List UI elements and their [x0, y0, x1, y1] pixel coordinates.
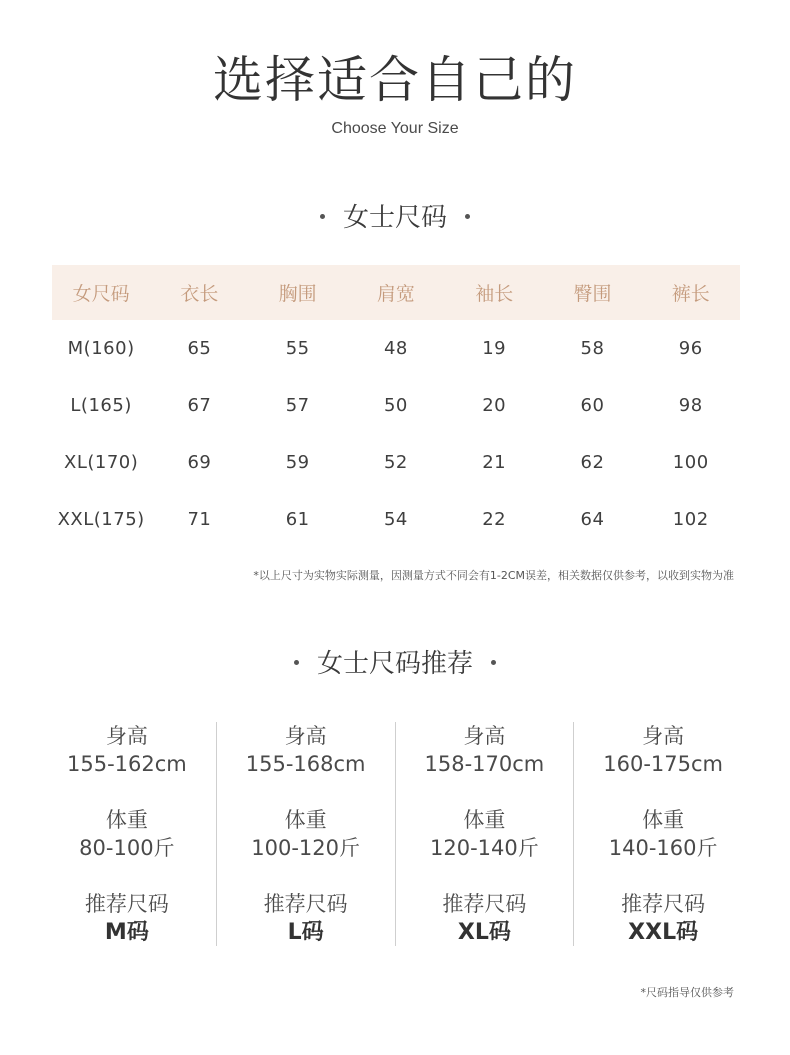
table-header-row	[52, 265, 740, 320]
table-cell: 102	[672, 509, 709, 530]
table-cell: L(165)	[70, 395, 132, 416]
size-section-title-text: 女士尺码	[342, 203, 447, 233]
measurement-note: *以上尺寸为实物实际测量，因测量方式不同会有1-2CM误差，相关数据仅供参考，以收到实物为准	[253, 569, 734, 582]
height-label: 身高	[463, 724, 506, 748]
recommend-section-title-text: 女士尺码推荐	[316, 649, 473, 679]
column-header: 女尺码	[72, 283, 130, 305]
table-row	[52, 320, 740, 377]
table-cell: 54	[383, 509, 408, 530]
table-cell: 58	[580, 338, 605, 359]
recommend-card	[38, 722, 216, 946]
table-cell: M(160)	[67, 338, 135, 359]
table-cell: 50	[383, 395, 408, 416]
column-header: 袖长	[475, 283, 514, 305]
table-cell: 69	[187, 452, 212, 473]
weight-value: 140-160斤	[608, 836, 718, 860]
recommend-size-value: XXL码	[628, 920, 699, 945]
weight-value: 100-120斤	[251, 836, 360, 860]
recommend-section-title	[0, 646, 790, 682]
table-cell: 20	[482, 395, 507, 416]
bullet-dot-icon	[320, 214, 325, 219]
recommend-size-label: 推荐尺码	[263, 892, 348, 916]
weight-label: 体重	[284, 808, 327, 832]
height-label: 身高	[642, 724, 685, 748]
weight-value: 120-140斤	[430, 836, 539, 860]
table-cell: 57	[285, 395, 310, 416]
weight-label: 体重	[463, 808, 506, 832]
column-header: 裤长	[671, 283, 710, 305]
column-header: 衣长	[180, 283, 219, 305]
table-cell: 55	[285, 338, 310, 359]
height-label: 身高	[105, 724, 148, 748]
table-cell: 19	[482, 338, 507, 359]
table-cell: 98	[678, 395, 703, 416]
recommend-size-label: 推荐尺码	[84, 892, 169, 916]
height-value: 155-162cm	[67, 752, 187, 776]
table-cell: XL(170)	[64, 452, 139, 473]
page-subtitle: Choose Your Size	[331, 120, 459, 137]
recommend-size-value: L码	[287, 920, 324, 945]
recommend-card	[216, 722, 395, 946]
table-cell: 96	[678, 338, 703, 359]
recommend-size-label: 推荐尺码	[442, 892, 527, 916]
weight-label: 体重	[105, 808, 148, 832]
table-cell: 59	[285, 452, 310, 473]
height-value: 158-170cm	[424, 752, 545, 776]
column-header: 胸围	[278, 283, 317, 305]
table-cell: 21	[482, 452, 507, 473]
table-cell: 60	[580, 395, 605, 416]
page-title: 选择适合自己的	[213, 51, 577, 109]
height-value: 160-175cm	[603, 752, 723, 776]
recommend-size-label: 推荐尺码	[621, 892, 706, 916]
recommend-size-value: XL码	[457, 920, 511, 945]
height-label: 身高	[284, 724, 327, 748]
recommend-card	[395, 722, 574, 946]
weight-value: 80-100斤	[79, 836, 175, 860]
recommend-note: *尺码指导仅供参考	[640, 986, 734, 999]
table-row	[52, 491, 740, 548]
recommend-size-value: M码	[104, 920, 149, 945]
table-cell: 64	[580, 509, 605, 530]
table-cell: 22	[482, 509, 507, 530]
table-cell: XXL(175)	[57, 509, 145, 530]
height-value: 155-168cm	[245, 752, 366, 776]
column-header: 肩宽	[376, 283, 415, 305]
table-cell: 52	[383, 452, 408, 473]
size-section-title	[0, 200, 790, 236]
size-table	[52, 265, 740, 548]
bullet-dot-icon	[465, 214, 470, 219]
recommend-card	[573, 722, 752, 946]
table-row	[52, 434, 740, 491]
bullet-dot-icon	[491, 660, 496, 665]
recommend-grid	[38, 722, 752, 946]
table-row	[52, 377, 740, 434]
table-cell: 62	[580, 452, 605, 473]
table-cell: 65	[187, 338, 212, 359]
table-cell: 67	[187, 395, 212, 416]
table-cell: 48	[383, 338, 408, 359]
table-cell: 100	[672, 452, 709, 473]
table-cell: 61	[285, 509, 310, 530]
table-cell: 71	[187, 509, 212, 530]
bullet-dot-icon	[294, 660, 299, 665]
weight-label: 体重	[642, 808, 685, 832]
column-header: 臀围	[573, 283, 612, 305]
